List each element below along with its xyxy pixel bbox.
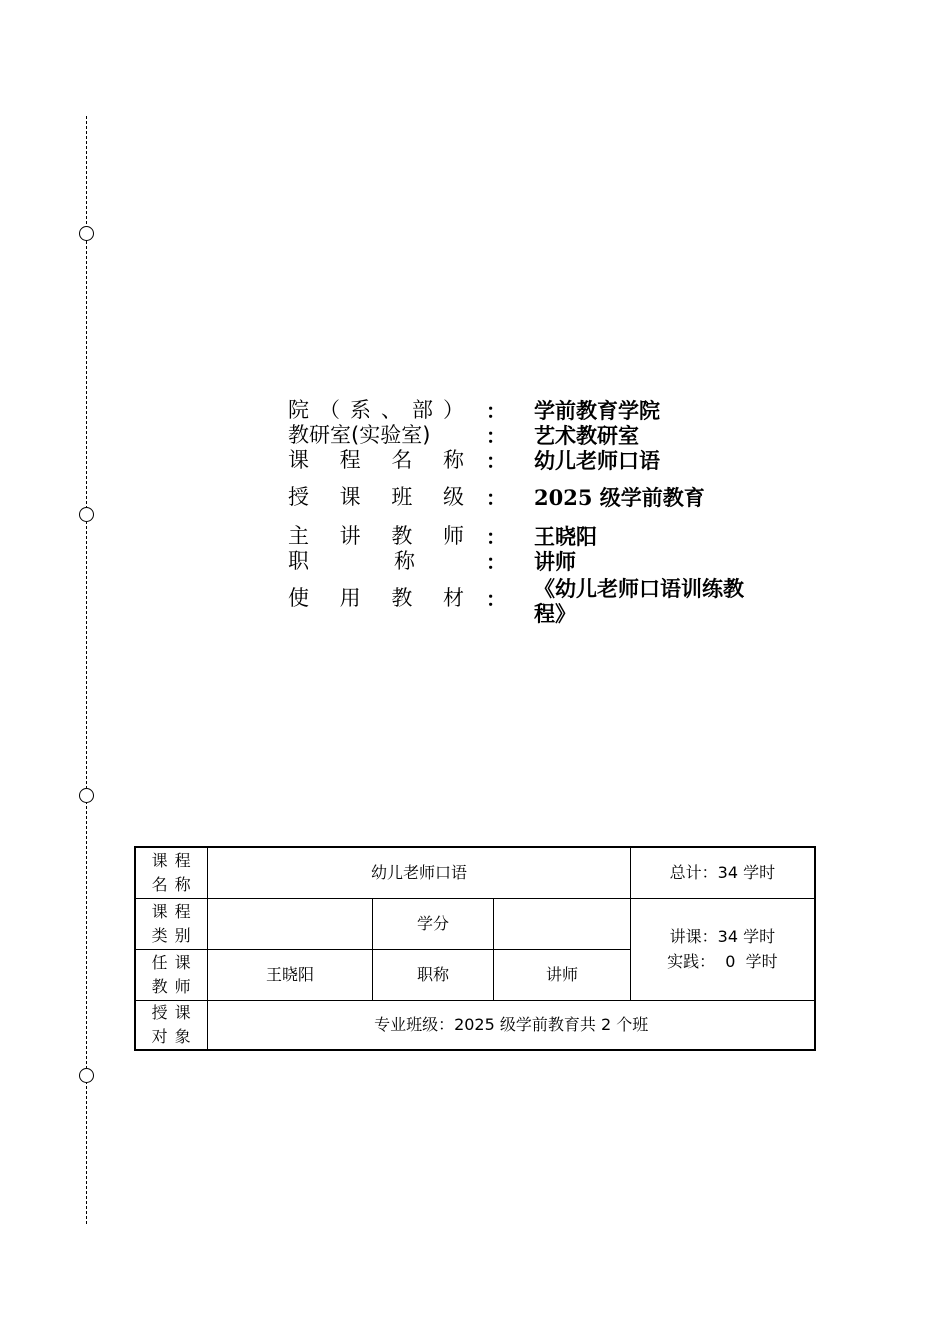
info-colon: ： [486, 424, 506, 448]
info-colon: ： [486, 486, 506, 510]
info-value: 幼儿老师口语 [534, 448, 660, 473]
info-label: 主 讲 教 师 [288, 524, 464, 548]
info-value: 讲师 [534, 549, 576, 574]
title-label: 职称 [372, 949, 494, 1000]
info-value: 《幼儿老师口语训练教程》 [534, 576, 744, 626]
course-name-label: 课程 名称 [135, 847, 208, 898]
credit-value [494, 898, 631, 949]
cover-info [288, 398, 788, 626]
target-value: 专业班级：2025 级学前教育共 2 个班 [208, 1000, 815, 1050]
info-colon: ： [486, 449, 506, 473]
info-row-class [288, 485, 788, 510]
info-label: 使 用 教 材 [288, 586, 464, 610]
info-value: 2025 级学前教育 [534, 485, 705, 510]
course-category-value [208, 898, 372, 949]
info-value: 王晓阳 [534, 524, 597, 549]
target-label: 授课 对象 [135, 1000, 208, 1050]
lecture-hours: 讲课：34 学时 [669, 927, 776, 946]
info-row-office [288, 423, 788, 448]
teacher-value: 王晓阳 [208, 949, 372, 1000]
teacher-label: 任课 教师 [135, 949, 208, 1000]
title-value: 讲师 [494, 949, 631, 1000]
info-label: 职 称 [288, 549, 415, 573]
credit-label: 学分 [372, 898, 494, 949]
info-label: 教研室(实验室) [288, 423, 431, 447]
info-row-teacher [288, 524, 788, 549]
info-value: 艺术教研室 [534, 423, 639, 448]
info-label: 课 程 名 称 [288, 448, 464, 472]
course-category-label: 课程 类别 [135, 898, 208, 949]
info-row-course [288, 448, 788, 473]
info-label: 院 （ 系 、 部 ） [288, 398, 464, 422]
info-colon: ： [486, 399, 506, 423]
info-row-department [288, 398, 788, 423]
info-row-textbook [288, 576, 788, 626]
info-colon: ： [486, 525, 506, 549]
table-row [135, 898, 815, 949]
info-colon: ： [486, 550, 506, 574]
binding-dashed-line [86, 116, 87, 1224]
table-row [135, 847, 815, 898]
practice-hours: 实践： 0 学时 [667, 952, 778, 971]
info-row-title [288, 549, 788, 574]
course-name-value: 幼儿老师口语 [208, 847, 630, 898]
total-hours: 总计：34 学时 [630, 847, 815, 898]
table-row [135, 1000, 815, 1050]
info-colon: ： [486, 587, 506, 611]
info-label: 授 课 班 级 [288, 485, 464, 509]
hours-breakdown [630, 898, 815, 1000]
course-info-table [134, 846, 816, 1051]
binding-hole-icon [79, 1068, 94, 1083]
binding-hole-icon [79, 226, 94, 241]
info-value: 学前教育学院 [534, 398, 660, 423]
binding-hole-icon [79, 507, 94, 522]
binding-hole-icon [79, 788, 94, 803]
